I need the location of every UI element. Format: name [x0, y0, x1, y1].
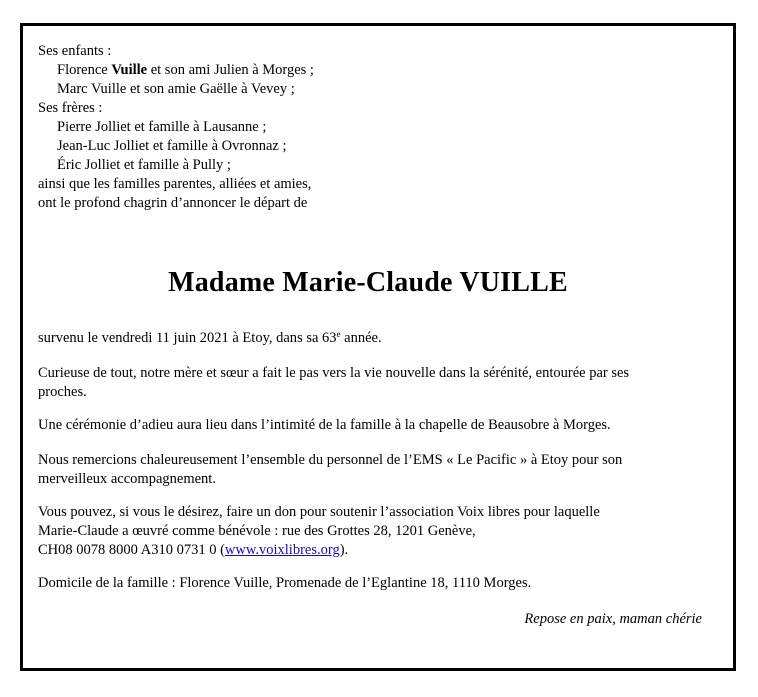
- donation-line-3: [38, 541, 680, 560]
- death-info: [38, 329, 680, 348]
- voixlibres-link[interactable]: www.voixlibres.org: [224, 542, 340, 558]
- paragraph-domicile: Domicile de la famille : Florence Vuille, Promenade de l’Eglantine 18, 1110 Morges.: [38, 575, 532, 591]
- paragraph-curious: Curieuse de tout, notre mère et sœur a fait le pas vers la vie nouvelle dans la sérénité, entourée par ses proches.: [38, 365, 630, 400]
- child1-first: Florence: [57, 62, 112, 78]
- announce-line: ont le profond chagrin d’annoncer le départ de: [38, 195, 308, 211]
- paragraph-thanks: Nous remercions chaleureusement l’ensemble du personnel de l’EMS « Le Pacific » à Etoy pour son merveilleux accompagnement.: [38, 452, 623, 487]
- child1-rest: et son ami Julien à Morges ;: [147, 62, 314, 78]
- child-marc: Marc Vuille et son amie Gaëlle à Vevey ;: [57, 81, 295, 97]
- donation-line-2: Marie-Claude a œuvré comme bénévole : rue des Grottes 28, 1201 Genève,: [38, 523, 476, 539]
- children-label: Ses enfants :: [38, 43, 112, 59]
- donation-end: ).: [339, 542, 349, 558]
- siblings-label: Ses frères :: [38, 100, 103, 116]
- obituary-content: [38, 42, 702, 627]
- families-line: ainsi que les familles parentes, alliées et amies,: [38, 176, 312, 192]
- paragraph-ceremony: Une cérémonie d’adieu aura lieu dans l’intimité de la famille à la chapelle de Beausobre à Morges.: [38, 417, 611, 433]
- death-info-tail: année.: [340, 330, 382, 346]
- sibling-eric: Éric Jolliet et famille à Pully ;: [57, 157, 231, 173]
- donation-line-1: Vous pouvez, si vous le désirez, faire un don pour soutenir l’association Voix libres pour laquelle: [38, 504, 600, 520]
- paragraph-donation: [38, 503, 680, 560]
- closing-line: Repose en paix, maman chérie: [524, 611, 702, 627]
- deceased-name: Madame Marie-Claude VUILLE: [168, 267, 568, 298]
- child-florence: [38, 61, 698, 80]
- death-info-sup: e: [336, 329, 341, 339]
- donation-iban: CH08 0078 8000 A310 0731 0 (: [38, 542, 225, 558]
- child1-surname: Vuille: [111, 62, 148, 78]
- death-info-text: survenu le vendredi 11 juin 2021 à Etoy, dans sa 63: [38, 330, 337, 346]
- sibling-pierre: Pierre Jolliet et famille à Lausanne ;: [57, 119, 267, 135]
- sibling-jean-luc: Jean-Luc Jolliet et famille à Ovronnaz ;: [57, 138, 287, 154]
